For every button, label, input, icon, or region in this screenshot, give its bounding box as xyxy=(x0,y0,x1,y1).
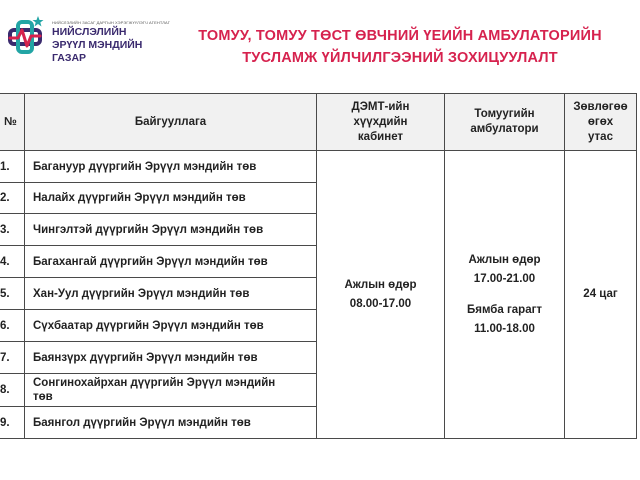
row-number: 4. xyxy=(0,246,25,278)
header-advice-line-2: өгөх xyxy=(587,115,614,128)
header-advice-line-1: Зөвлөгөө xyxy=(573,100,628,113)
row-organization-line-1: Сонгинохайрхан дүүргийн Эрүүл мэндийн xyxy=(33,377,276,389)
header-ambulatory-line-2: амбулатори xyxy=(470,123,539,135)
header-organization: Байгууллага xyxy=(25,94,317,151)
ambulatory-hours-line-1: Ажлын өдөр xyxy=(468,253,541,266)
ambulatory-hours-line-4: 11.00-18.00 xyxy=(474,322,535,335)
header-ambulatory xyxy=(445,94,565,151)
schedule-table xyxy=(0,93,637,439)
advice-phone-hours: 24 цаг xyxy=(565,151,637,439)
row-organization: Налайх дүүргийн Эрүүл мэндийн төв xyxy=(25,183,317,214)
row-number: 5. xyxy=(0,278,25,310)
header-advice-phone xyxy=(565,94,637,151)
row-organization: Баянгол дүүргийн Эрүүл мэндийн төв xyxy=(25,407,317,439)
cabinet-hours-line-2: 08.00-17.00 xyxy=(349,297,412,310)
row-number: 7. xyxy=(0,342,25,374)
org-logo xyxy=(2,14,172,70)
logo-tagline: НИЙСЛЭЛИЙН ЗАСАГ ДАРГЫН ХЭРЭГЖҮҮЛЭГЧ АГЕНТЛАГ xyxy=(52,20,171,25)
header-number: № xyxy=(0,94,25,151)
table-header-row xyxy=(0,94,637,151)
row-number: 6. xyxy=(0,310,25,342)
logo-name-line-2: ЭРҮҮЛ МЭНДИЙН xyxy=(52,39,143,51)
header-cabinet-line-1: ДЭМТ-ийн xyxy=(351,100,410,113)
header-cabinet-line-2: хүүхдийн xyxy=(353,115,408,128)
ambulatory-hours xyxy=(445,151,565,439)
logo-name xyxy=(52,26,142,65)
row-number: 8. xyxy=(0,374,25,407)
row-organization xyxy=(25,374,317,407)
page-title-line-1: ТОМУУ, ТОМУУ ТӨСТ ӨВЧНИЙ ҮЕИЙН АМБУЛАТОРИЙН xyxy=(198,28,602,44)
header-cabinet-line-3: кабинет xyxy=(357,130,404,143)
row-organization: Чингэлтэй дүүргийн Эрүүл мэндийн төв xyxy=(25,214,317,246)
header-ambulatory-line-1: Томуугийн xyxy=(474,108,535,120)
row-number: 3. xyxy=(0,214,25,246)
row-organization-line-2: төв xyxy=(33,391,53,403)
header-cabinet xyxy=(317,94,445,151)
cross-logo-icon xyxy=(2,14,50,62)
row-organization: Багахангай дүүргийн Эрүүл мэндийн төв xyxy=(25,246,317,278)
row-number: 1. xyxy=(0,151,25,183)
row-organization: Сүхбаатар дүүргийн Эрүүл мэндийн төв xyxy=(25,310,317,342)
row-organization: Багануур дүүргийн Эрүүл мэндийн төв xyxy=(25,151,317,183)
cabinet-hours xyxy=(317,151,445,439)
cabinet-hours-line-1: Ажлын өдөр xyxy=(344,278,417,291)
row-organization: Баянзүрх дүүргийн Эрүүл мэндийн төв xyxy=(25,342,317,374)
ambulatory-hours-line-3: Бямба гарагт xyxy=(466,303,543,316)
row-number: 9. xyxy=(0,407,25,439)
page-title-line-2: ТУСЛАМЖ ҮЙЛЧИЛГЭЭНИЙ ЗОХИЦУУЛАЛТ xyxy=(242,50,558,66)
table-row xyxy=(0,151,637,183)
ambulatory-hours-line-2: 17.00-21.00 xyxy=(473,272,536,285)
row-number: 2. xyxy=(0,183,25,214)
row-organization: Хан-Уул дүүргийн Эрүүл мэндийн төв xyxy=(25,278,317,310)
logo-name-line-1: НИЙСЛЭЛИЙН xyxy=(52,26,127,38)
logo-name-line-3: ГАЗАР xyxy=(52,52,87,64)
header-advice-line-3: утас xyxy=(588,130,613,143)
